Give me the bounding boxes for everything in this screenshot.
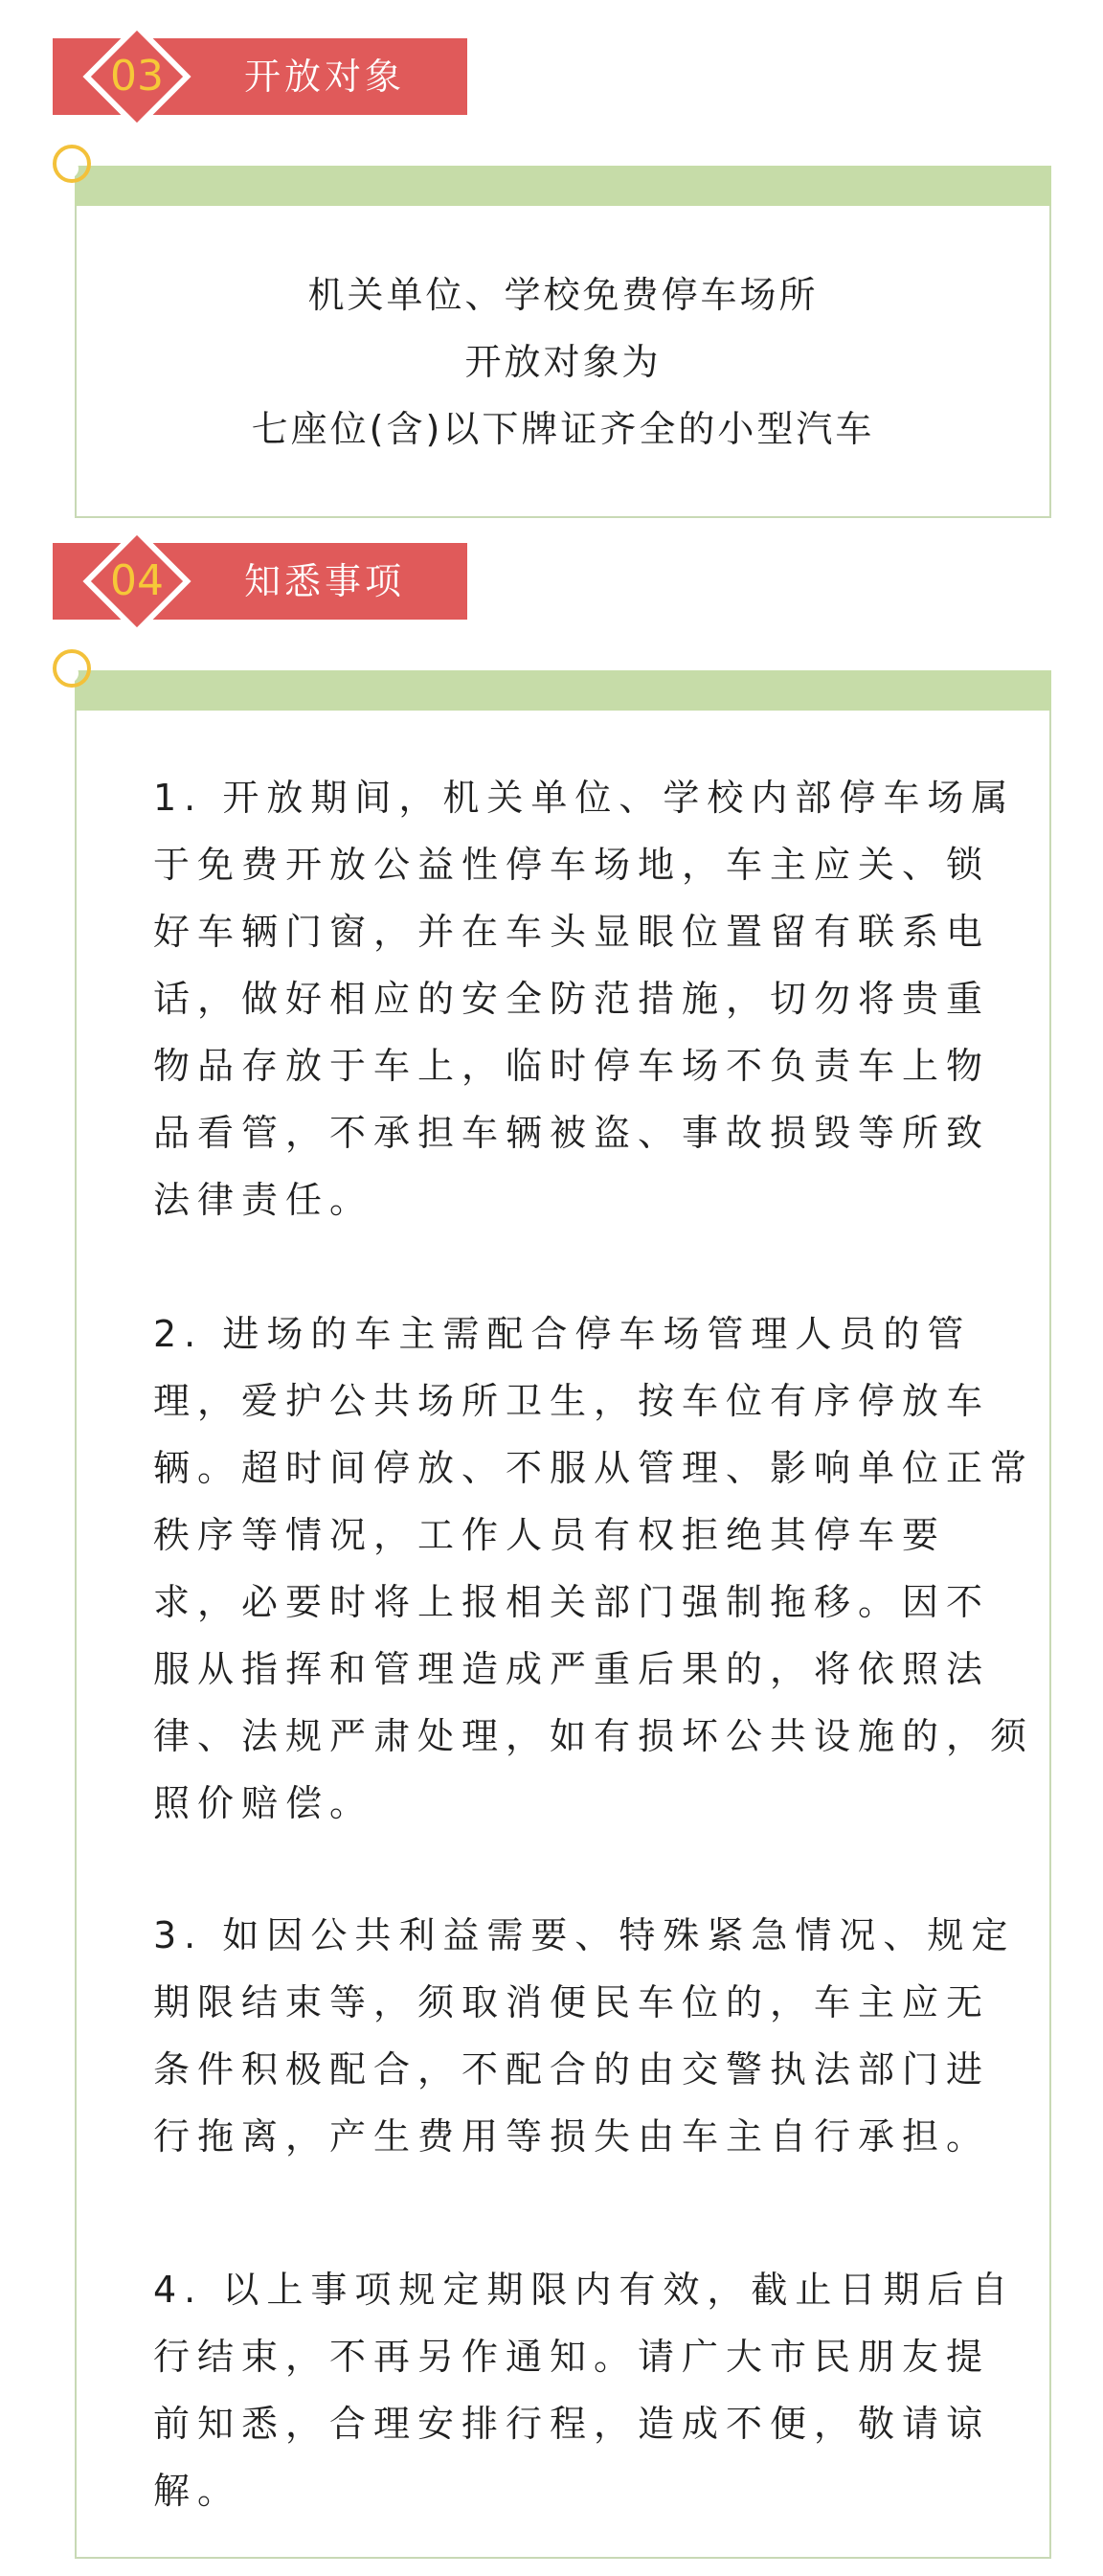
text-line: 理，爱护公共场所卫生，按车位有序停放车	[153, 1380, 991, 1422]
notice-paragraph-2	[153, 1300, 1063, 1837]
text-line: 开放对象为	[464, 341, 662, 383]
section-number: 03	[110, 52, 164, 101]
text-line: 条件积极配合，不配合的由交警执法部门进	[153, 2048, 991, 2090]
text-line: 法律责任。	[153, 1179, 374, 1221]
section-title: 开放对象	[244, 56, 406, 98]
section-header-04	[53, 543, 467, 620]
text-line: 行结束，不再另作通知。请广大市民朋友提	[153, 2336, 991, 2378]
section-number: 04	[110, 556, 164, 605]
card-top-bar	[75, 670, 1051, 711]
ring-decoration-icon	[53, 649, 91, 688]
section-title: 知悉事项	[244, 560, 406, 602]
section-header-03	[53, 38, 467, 115]
diamond-badge	[91, 31, 183, 123]
text-line: 机关单位、学校免费停车场所	[307, 274, 819, 316]
content-card-03	[75, 166, 1051, 518]
text-line: 七座位(含)以下牌证齐全的小型汽车	[251, 408, 875, 450]
text-line: 照价赔偿。	[153, 1782, 374, 1824]
text-line: 话，做好相应的安全防范措施，切勿将贵重	[153, 978, 991, 1020]
notice-paragraph-3	[153, 1902, 1063, 2170]
text-line: 前知悉，合理安排行程，造成不便，敬请谅	[153, 2403, 991, 2445]
content-card-04	[75, 670, 1051, 2559]
text-line: 好车辆门窗，并在车头显眼位置留有联系电	[153, 911, 991, 953]
text-line: 2. 进场的车主需配合停车场管理人员的管	[153, 1313, 972, 1355]
notice-paragraph-4	[153, 2256, 1063, 2524]
notice-paragraph-1	[153, 764, 1063, 1233]
text-line: 服从指挥和管理造成严重后果的，将依照法	[153, 1648, 991, 1690]
card-text	[77, 261, 1049, 463]
text-line: 律、法规严肃处理，如有损坏公共设施的，须	[153, 1715, 1035, 1757]
text-line: 行拖离，产生费用等损失由车主自行承担。	[153, 2115, 991, 2158]
text-line: 辆。超时间停放、不服从管理、影响单位正常	[153, 1447, 1035, 1489]
text-line: 秩序等情况，工作人员有权拒绝其停车要	[153, 1514, 947, 1556]
text-line: 1. 开放期间，机关单位、学校内部停车场属	[153, 777, 1016, 819]
ring-decoration-icon	[53, 145, 91, 183]
text-line: 品看管，不承担车辆被盗、事故损毁等所致	[153, 1112, 991, 1154]
text-line: 解。	[153, 2470, 242, 2512]
diamond-badge	[91, 535, 183, 627]
card-top-bar	[75, 166, 1051, 206]
text-line: 期限结束等，须取消便民车位的，车主应无	[153, 1981, 991, 2023]
text-line: 求，必要时将上报相关部门强制拖移。因不	[153, 1581, 991, 1623]
text-line: 4. 以上事项规定期限内有效，截止日期后自	[153, 2269, 1016, 2311]
text-line: 3. 如因公共利益需要、特殊紧急情况、规定	[153, 1914, 1016, 1956]
text-line: 物品存放于车上，临时停车场不负责车上物	[153, 1045, 991, 1087]
text-line: 于免费开放公益性停车场地，车主应关、锁	[153, 844, 991, 886]
